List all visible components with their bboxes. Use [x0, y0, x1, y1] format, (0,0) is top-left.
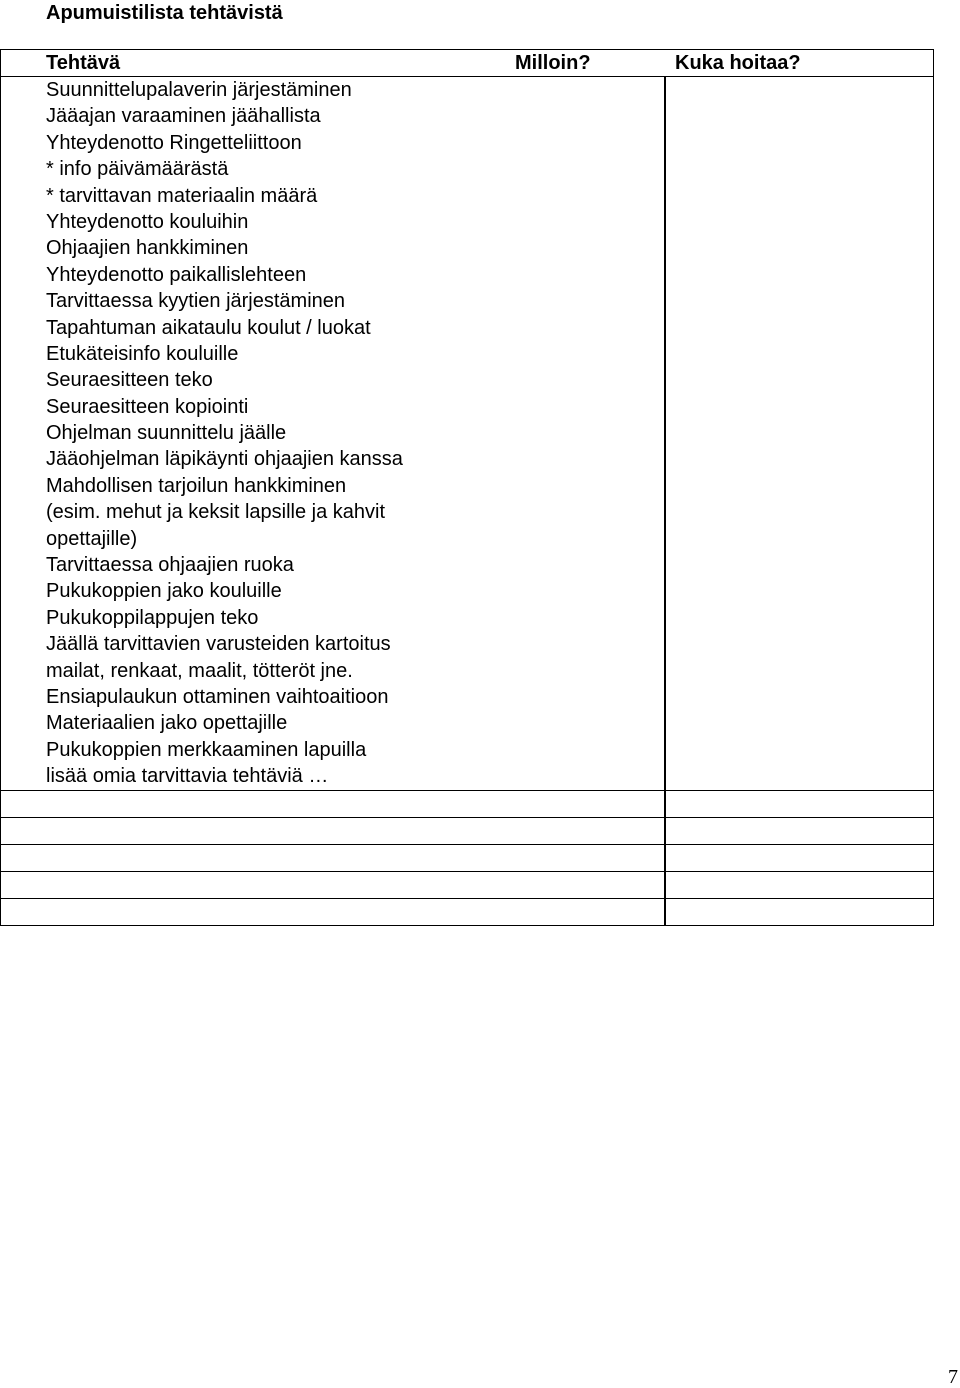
empty-task-cell[interactable] — [1, 817, 665, 844]
empty-who-cell[interactable] — [666, 871, 934, 898]
empty-row — [1, 898, 934, 925]
task-list-row — [1, 77, 934, 791]
task-line: Ohjelman suunnittelu jäälle — [46, 422, 287, 445]
task-line: Jääohjelman läpikäynti ohjaajien kanssa — [46, 448, 403, 471]
task-line: Jääajan varaaminen jäähallista — [46, 105, 321, 128]
task-list — [46, 77, 664, 790]
task-line: Ohjaajien hankkiminen — [46, 237, 249, 260]
task-line: Tarvittaessa kyytien järjestäminen — [46, 290, 346, 313]
task-table — [0, 49, 934, 926]
empty-who-cell[interactable] — [666, 844, 934, 871]
task-line: Mahdollisen tarjoilun hankkiminen — [46, 474, 347, 497]
page-number: 7 — [948, 1366, 958, 1388]
task-line: Yhteydenotto paikallislehteen — [46, 263, 307, 286]
task-line: Seuraesitteen kopiointi — [46, 395, 249, 418]
empty-who-cell[interactable] — [666, 790, 934, 817]
task-line: Yhteydenotto kouluihin — [46, 210, 249, 233]
responsible-cell[interactable] — [666, 77, 934, 791]
table-header-row — [1, 50, 934, 77]
empty-row — [1, 871, 934, 898]
task-line: Tarvittaessa ohjaajien ruoka — [46, 554, 294, 577]
task-list-cell — [1, 77, 665, 791]
task-line: Ensiapulaukun ottaminen vaihtoaitioon — [46, 685, 389, 708]
empty-row — [1, 790, 934, 817]
task-line: mailat, renkaat, maalit, tötteröt jne. — [46, 659, 353, 682]
empty-who-cell[interactable] — [666, 817, 934, 844]
empty-task-cell[interactable] — [1, 898, 665, 925]
task-line: opettajille) — [46, 527, 138, 550]
task-line: (esim. mehut ja keksit lapsille ja kahvit — [46, 501, 386, 524]
task-line: Etukäteisinfo kouluille — [46, 342, 239, 365]
task-line: Yhteydenotto Ringetteliittoon — [46, 131, 302, 154]
task-line: Seuraesitteen teko — [46, 369, 213, 392]
empty-who-cell[interactable] — [666, 898, 934, 925]
empty-task-cell[interactable] — [1, 871, 665, 898]
task-line: Pukukoppilappujen teko — [46, 606, 259, 629]
empty-task-cell[interactable] — [1, 790, 665, 817]
task-line: * tarvittavan materiaalin määrä — [46, 184, 318, 207]
header-task: Tehtävä — [46, 52, 121, 74]
empty-row — [1, 844, 934, 871]
empty-row — [1, 817, 934, 844]
task-line: * info päivämäärästä — [46, 158, 229, 181]
header-who: Kuka hoitaa? — [675, 52, 801, 74]
empty-task-cell[interactable] — [1, 844, 665, 871]
task-line: Suunnittelupalaverin järjestäminen — [46, 79, 352, 101]
document-title: Apumuistilista tehtävistä — [46, 2, 283, 24]
task-line: Pukukoppien merkkaaminen lapuilla — [46, 738, 367, 761]
task-line: lisää omia tarvittavia tehtäviä … — [46, 765, 329, 788]
task-line: Tapahtuman aikataulu koulut / luokat — [46, 316, 371, 339]
task-line: Pukukoppien jako kouluille — [46, 580, 282, 603]
header-when: Milloin? — [515, 52, 591, 74]
task-line: Jäällä tarvittavien varusteiden kartoitus — [46, 633, 391, 656]
task-line: Materiaalien jako opettajille — [46, 712, 288, 735]
